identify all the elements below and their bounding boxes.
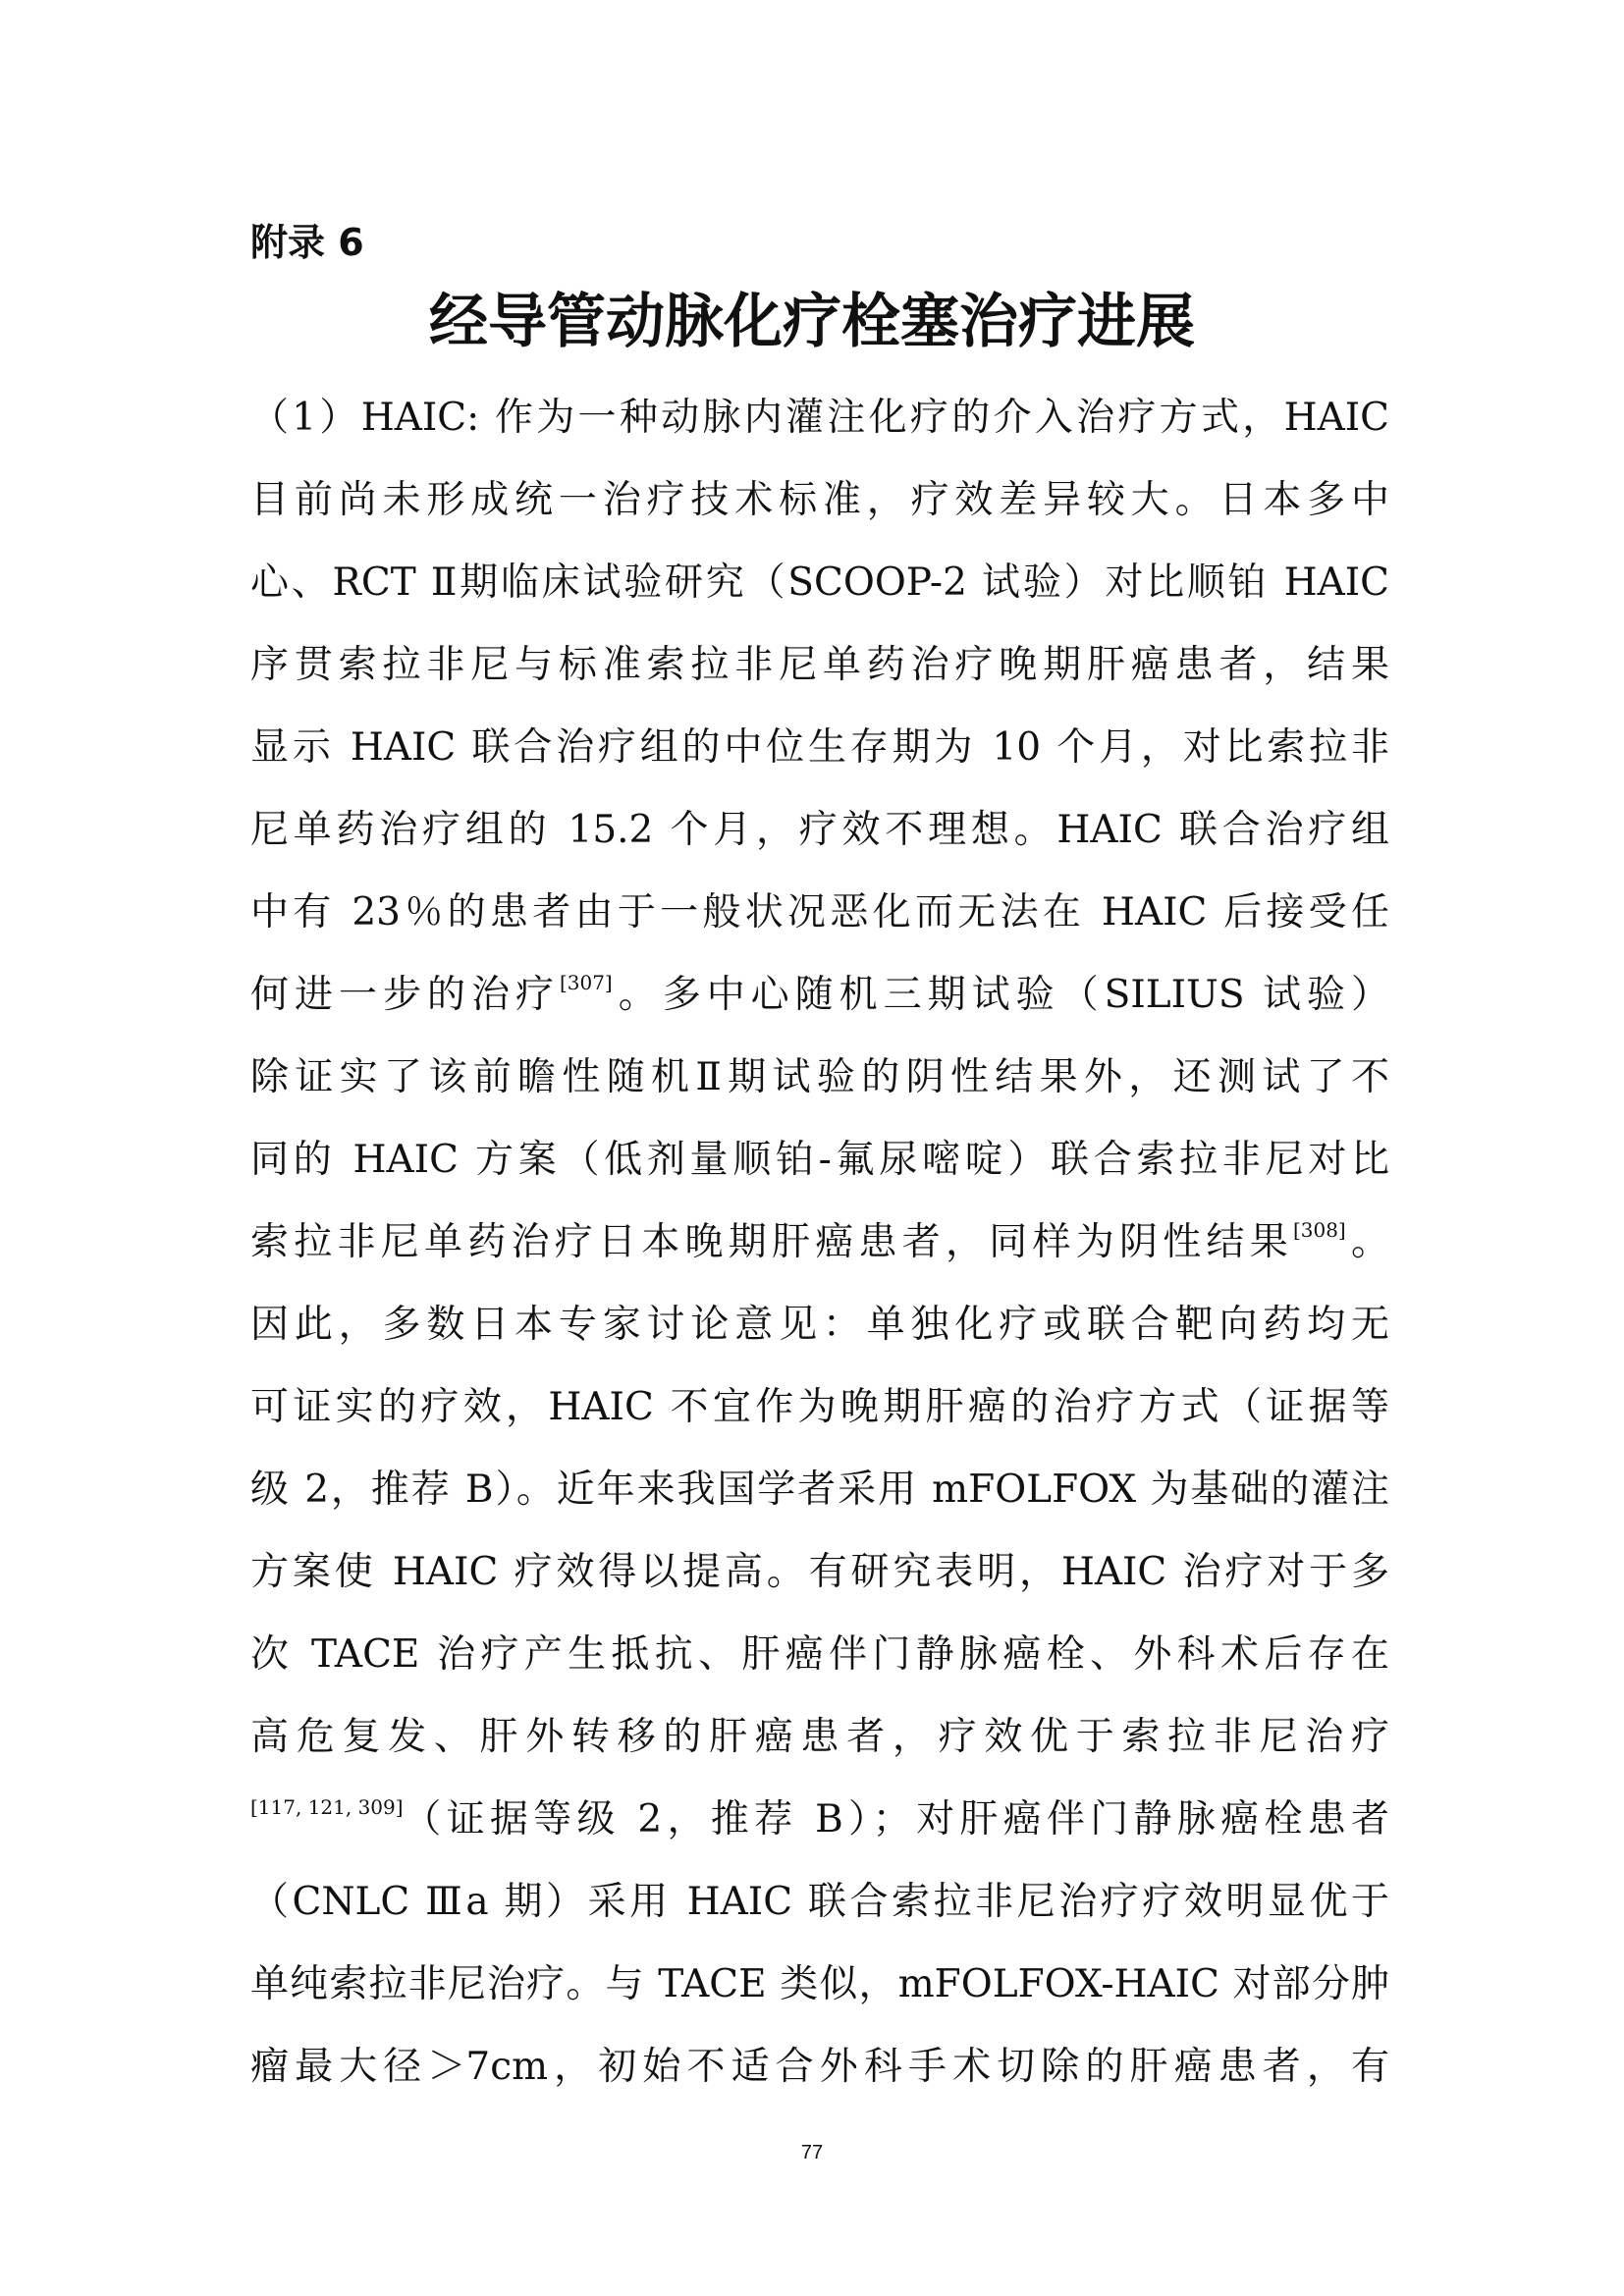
page-title: 经导管动脉化疗栓塞治疗进展 (429, 288, 1195, 356)
citation-ref: [308] (1292, 1218, 1346, 1242)
text-line: 同的 HAIC 方案（低剂量顺铂-氟尿嘧啶）联合索拉非尼对比 (250, 1138, 1389, 1182)
text-line: 心、RCT Ⅱ期临床试验研究（SCOOP-2 试验）对比顺铂 HAIC (250, 561, 1389, 605)
text-line: （1）HAIC: 作为一种动脉内灌注化疗的介入治疗方式，HAIC (250, 396, 1389, 440)
text-line: 次 TACE 治疗产生抵抗、肝癌伴门静脉癌栓、外科术后存在 (250, 1632, 1389, 1677)
text-line: 因此，多数日本专家讨论意见：单独化疗或联合靶向药均无 (250, 1303, 1389, 1347)
text-line: 级 2，推荐 B）。近年来我国学者采用 mFOLFOX 为基础的灌注 (250, 1468, 1389, 1512)
text-line: 高危复发、肝外转移的肝癌患者，疗效优于索拉非尼治疗 (250, 1715, 1389, 1759)
text-line: 序贯索拉非尼与标准索拉非尼单药治疗晚期肝癌患者，结果 (250, 643, 1389, 687)
text-line: 单纯索拉非尼治疗。与 TACE 类似，mFOLFOX-HAIC 对部分肿 (250, 1962, 1389, 2006)
text-line: 瘤最大径＞7cm，初始不适合外科手术切除的肝癌患者，有 (250, 2045, 1389, 2089)
text-line: 尼单药治疗组的 15.2 个月，疗效不理想。HAIC 联合治疗组 (250, 808, 1389, 852)
text-line: 除证实了该前瞻性随机Ⅱ期试验的阴性结果外，还测试了不 (250, 1055, 1389, 1099)
text-line: （CNLC Ⅲa 期）采用 HAIC 联合索拉非尼治疗疗效明显优于 (250, 1880, 1389, 1924)
text-line: 中有 23％的患者由于一般状况恶化而无法在 HAIC 后接受任 (250, 890, 1389, 934)
text-line: 目前尚未形成统一治疗技术标准，疗效差异较大。日本多中 (250, 478, 1389, 522)
text-line: 方案使 HAIC 疗效得以提高。有研究表明，HAIC 治疗对于多 (250, 1550, 1389, 1594)
text-line: 显示 HAIC 联合治疗组的中位生存期为 10 个月，对比索拉非 (250, 725, 1389, 770)
appendix-label: 附录 6 (250, 221, 364, 264)
body-paragraph (250, 377, 1389, 2109)
page-number: 77 (800, 2142, 824, 2163)
text-line: 何进一步的治疗[307]。多中心随机三期试验（SILIUS 试验） (250, 971, 1389, 1017)
text-line: [117, 121, 309]（证据等级 2，推荐 B）；对肝癌伴门静脉癌栓患者 (250, 1795, 1389, 1842)
text-line: 索拉非尼单药治疗日本晚期肝癌患者，同样为阴性结果[308]。 (250, 1218, 1389, 1264)
citation-ref: [307] (559, 971, 613, 994)
text-line: 可证实的疗效，HAIC 不宜作为晚期肝癌的治疗方式（证据等 (250, 1385, 1389, 1429)
